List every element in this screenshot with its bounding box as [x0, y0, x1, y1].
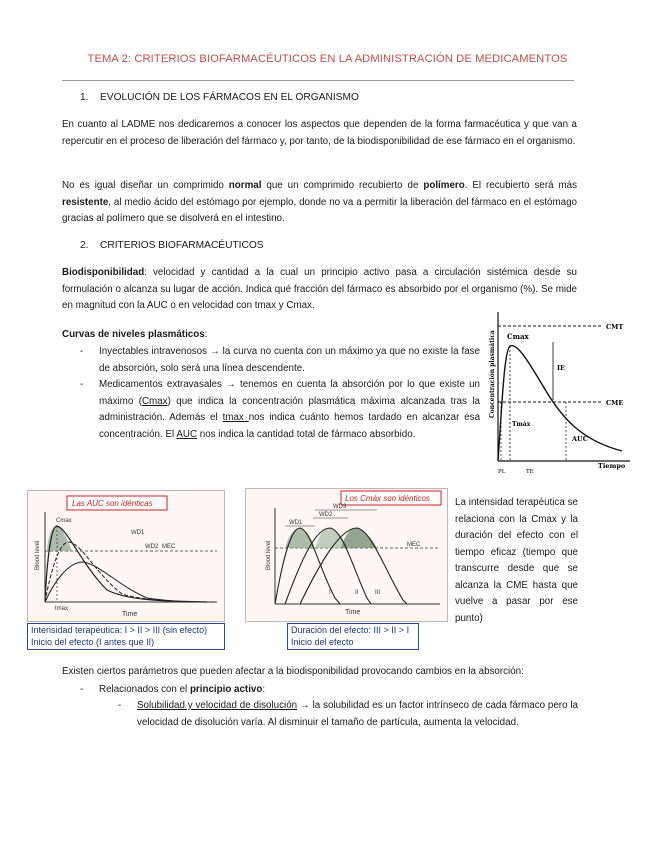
sub-item-solubilidad: [118, 698, 578, 731]
definition-text: : velocidad y cantidad a la cual un principio activo pasa a circulación sistémica desde su formulación o alcanza su lugar de acción. Indica qué fracción del fármaco es absorbido por el organismo (%). Se mide en magnitud con la AUC o en velocidad con tmax y Cmax.: [62, 267, 577, 311]
text-run: ) que indica la concentración plasmática máxima alcanzada tras la administración. Además el: [99, 395, 480, 423]
bullet-dash: -: [80, 684, 84, 695]
bullet-text: [99, 377, 480, 443]
term-biodisponibilidad: Biodisponibilidad: [62, 267, 145, 278]
label-mec: MEC: [162, 544, 176, 550]
label-tmax: Tmáx: [512, 421, 531, 428]
section-title: CRITERIOS BIOFARMACÉUTICOS: [100, 240, 264, 251]
label-cmax: Cmax: [56, 518, 72, 524]
label-wd1: WD1: [131, 530, 145, 536]
label-ie: IE: [557, 364, 565, 372]
text-run: → la solubilidad es un factor intrínseco de cada fármaco pero la velocidad de disolución varía. Al disminuir el tamaño de partícula, aumenta la velocidad.: [137, 700, 578, 728]
list-item-principio-activo: [80, 682, 580, 699]
text-run: que un comprimido recubierto de: [261, 180, 424, 191]
text-run: :: [262, 684, 266, 695]
bullet-dash: -: [80, 346, 84, 357]
text-run: , al medio ácido del estómago por ejemplo, donde no va a permitir la liberación del fármaco en el estómago gracias al polímero que se disolverá en el intestino.: [62, 196, 577, 224]
section-heading-2: [80, 240, 264, 251]
paragraph-ladme: En cuanto al LADME nos dedicaremos a conocer los aspectos que dependen de la forma farmacéutica y que van a repercutir en el proceso de liberación del fármaco y, por tanto, de la biodisponibilidad de ese fármaco en el organismo.: [62, 119, 577, 147]
cmax-identical-figure: [245, 488, 448, 622]
banner-text: Los Cmáx son idénticos: [345, 494, 430, 503]
colon: :: [204, 329, 208, 340]
label-te: TE: [526, 469, 534, 475]
text-run: Relacionados con el: [99, 684, 190, 695]
bullet-dash: -: [80, 379, 84, 390]
underline-solubilidad: Solubilidad y velocidad de disolución: [137, 700, 298, 711]
left-caption: [27, 623, 225, 650]
label-curve-i: I: [329, 590, 331, 596]
curvas-heading-text: Curvas de niveles plasmáticos: [62, 329, 205, 340]
label-cme: CME: [606, 399, 624, 407]
caption-line: Inicio del efecto (I antes que II): [31, 636, 155, 647]
bold-principio-activo: principio activo: [189, 684, 263, 695]
label-wd1: WD1: [289, 520, 303, 526]
label-curve-ii: II: [355, 590, 359, 596]
bullet-text: [99, 682, 580, 699]
bullet-text: [137, 698, 578, 731]
bullet-text: Inyectables intravenosos → la curva no cuenta con un máximo ya que no existe la fase de absorción, solo será una línea descendente.: [99, 346, 480, 374]
bullet-extravasales: [80, 377, 480, 443]
caption-line: Duración del efecto: III > II > I: [291, 625, 410, 635]
right-caption: [287, 623, 419, 650]
bold-resistente: resistente: [62, 196, 109, 208]
page-title: TEMA 2: CRITERIOS BIOFARMACÉUTICOS EN LA ADMINISTRACIÓN DE MEDICAMENTOS: [87, 53, 568, 65]
underline-cmax: Cmax: [141, 395, 168, 407]
curvas-heading: [62, 327, 462, 344]
section-title: EVOLUCIÓN DE LOS FÁRMACOS EN EL ORGANISMO: [100, 92, 359, 103]
label-tmax: tmax: [55, 606, 69, 612]
label-wd3: WD3: [333, 504, 347, 510]
text-run: nos indica la cantidad total de fármaco absorbido.: [197, 428, 416, 440]
underline-auc: AUC: [176, 428, 198, 440]
bold-normal: normal: [228, 180, 262, 191]
label-blood-level: Blood level: [35, 540, 41, 570]
section-number: 2.: [80, 240, 89, 251]
label-cmax: Cmax: [507, 332, 529, 341]
label-cmt: CMT: [606, 323, 624, 331]
bullet-intravenosos: [80, 344, 480, 377]
text-run: nos indica cuánto hemos tardado en alcanzar esa concentración. El: [99, 412, 481, 440]
label-time: Time: [122, 611, 138, 618]
section-number: 1.: [80, 92, 89, 103]
text-run: No es igual diseñar un comprimido: [62, 180, 229, 191]
paragraph-recubrimiento: [62, 178, 577, 228]
plasma-curve-figure: [484, 306, 634, 478]
label-tiempo: Tiempo: [598, 462, 626, 470]
label-time: Time: [345, 609, 361, 616]
caption-line: Intensidad terapéutica: I > II > III (sin efecto): [31, 625, 208, 635]
underline-tmax: tmax: [222, 412, 249, 423]
section-heading-1: [80, 92, 359, 103]
text-run: Medicamentos extravasales → tenemos en cuenta la absorción por lo que existe un máximo (: [99, 379, 480, 407]
auc-identical-figure: [27, 490, 225, 622]
label-wd2: WD2: [145, 544, 159, 550]
caption-line: Inicio del efecto: [291, 636, 354, 647]
label-ylabel: Concentración plasmática: [489, 330, 496, 418]
text-run: . El recubierto será más: [464, 180, 578, 191]
label-blood-level: Blood level: [266, 540, 272, 570]
label-wd2: WD2: [319, 512, 333, 518]
label-curve-iii: III: [375, 590, 381, 596]
bold-polimero: polímero: [423, 180, 465, 191]
label-pl: PL: [498, 469, 506, 475]
title-divider: [62, 80, 574, 81]
side-note: La intensidad terapéutica se relaciona con la Cmax y la duración del efecto con el tiempo eficaz (tiempo que transcurre desde que se alcanza la CME hasta que vuelve a pasar por ese punto): [455, 497, 578, 624]
paragraph-parametros: Existen ciertos parámetros que pueden afectar a la biodisponibilidad provocando cambios en la absorción:: [62, 666, 524, 677]
label-auc: AUC: [572, 435, 588, 443]
bullet-dash: -: [118, 700, 122, 711]
label-mec: MEC: [407, 542, 421, 548]
banner-text: Las AUC son idénticas: [72, 499, 153, 508]
